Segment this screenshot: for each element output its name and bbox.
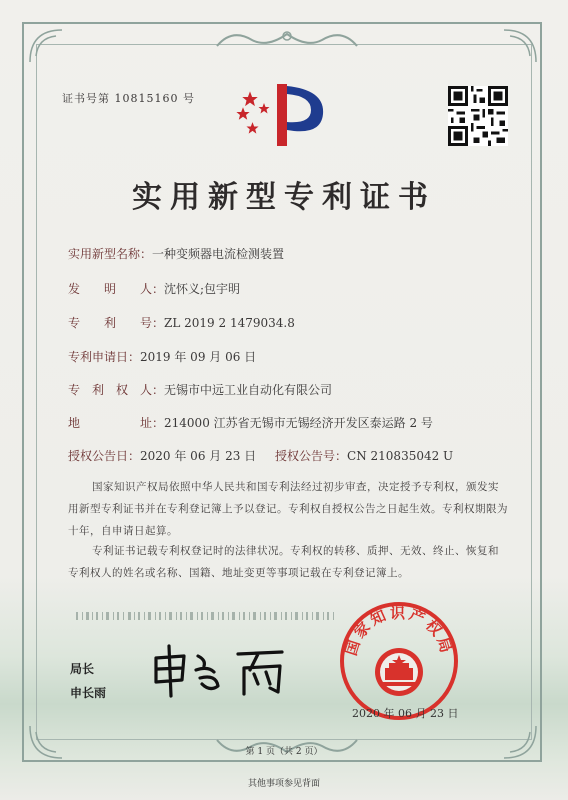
corner-ornament-tr	[500, 26, 540, 66]
field-value: 一种变频器电流检测装置	[152, 247, 285, 261]
field-grant-announcement	[68, 447, 453, 464]
corner-ornament-tl	[26, 26, 66, 66]
field-application-date	[68, 348, 256, 365]
field-patent-number	[68, 314, 295, 331]
page-number: 第 1 页（共 2 页）	[245, 747, 323, 757]
certificate-title: 实用新型专利证书	[132, 180, 436, 215]
field-value: 214000 江苏省无锡市无锡经济开发区泰运路 2 号	[164, 416, 433, 430]
field-value: 2019 年 09 月 06 日	[140, 350, 257, 364]
handwritten-signature	[146, 640, 296, 700]
field-label: 专 利 权 人：	[68, 383, 165, 397]
field-label: 地 址：	[68, 416, 165, 430]
field-address	[68, 414, 433, 431]
field-value-2: CN 210835042 U	[347, 449, 454, 463]
field-value: 2020 年 06 月 23 日	[140, 449, 257, 463]
svg-text:国家知识产权局: 国家知识产权局	[341, 604, 457, 658]
field-patentee	[68, 381, 332, 398]
field-label: 专利申请日：	[68, 350, 141, 364]
field-inventors	[68, 280, 240, 297]
paragraph-grant-statement: 国家知识产权局依照中华人民共和国专利法经过初步审查，决定授予专利权，颁发实用新型专利证书并在专利登记簿上予以登记。专利权自授权公告之日起生效。专利权期限为十年，自申请日起算。	[68, 481, 508, 537]
field-label: 实用新型名称：	[68, 247, 153, 261]
field-label-2: 授权公告号：	[275, 449, 348, 463]
field-value: ZL 2019 2 1479034.8	[164, 316, 295, 330]
field-label: 专 利 号：	[68, 316, 165, 330]
cnipa-logo	[235, 80, 330, 150]
certificate-number: 证书号第 10815160 号	[62, 92, 195, 105]
signatory-name: 申长雨	[70, 686, 107, 700]
field-label: 发 明 人：	[68, 282, 165, 296]
field-label: 授权公告日：	[68, 449, 141, 463]
barcode-strip	[76, 612, 336, 620]
field-utility-model-name	[68, 245, 284, 262]
signatory-title: 局长	[70, 662, 95, 676]
official-seal	[338, 600, 460, 722]
qr-code-image	[448, 86, 508, 146]
field-value: 沈怀义;包宇明	[164, 282, 241, 296]
seal-date: 2020 年 06 月 23 日	[352, 707, 459, 720]
footer-note: 其他事项参见背面	[247, 779, 320, 789]
top-ornament	[212, 26, 362, 52]
field-value: 无锡市中远工业自动化有限公司	[164, 383, 333, 397]
paragraph-legal-status: 专利证书记载专利权登记时的法律状况。专利权的转移、质押、无效、终止、恢复和专利权人的姓名或名称、国籍、地址变更等事项记载在专利登记簿上。	[68, 545, 499, 579]
